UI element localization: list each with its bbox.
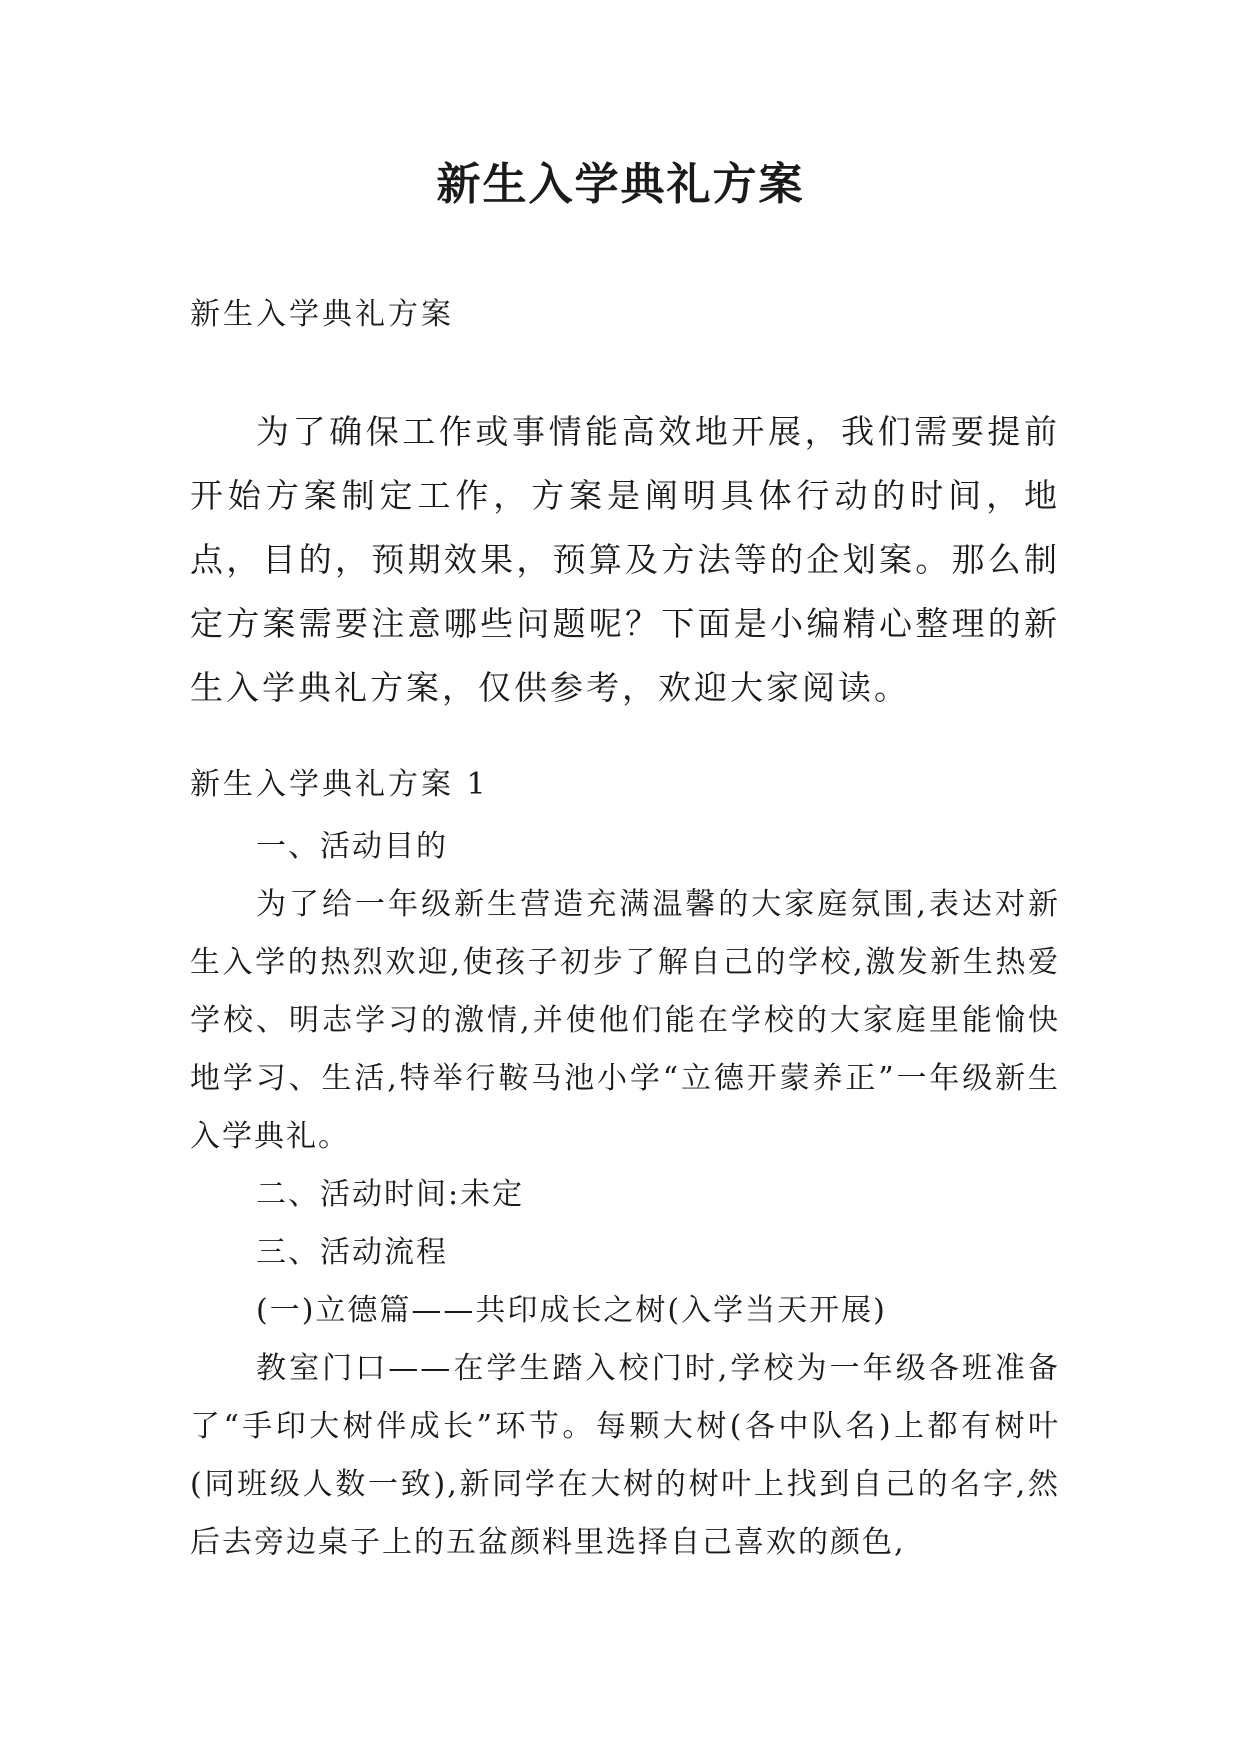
document-subtitle: 新生入学典礼方案 <box>190 297 454 332</box>
heading-activity-purpose: 一、活动目的 <box>256 829 448 864</box>
intro-paragraph: 为了确保工作或事情能高效地开展，我们需要提前开始方案制定工作，方案是阐明具体行动的时间，地点，目的，预期效果，预算及方法等的企划案。那么制定方案需要注意哪些问题呢？下面是小编精心整理的新生入学典礼方案，仅供参考，欢迎大家阅读。 <box>190 412 1060 707</box>
section-title: 新生入学典礼方案 1 <box>190 767 489 802</box>
section-body <box>190 818 1060 1572</box>
heading-activity-process: 三、活动流程 <box>256 1235 448 1270</box>
document-title: 新生入学典礼方案 <box>436 159 805 210</box>
paragraph-activity-purpose: 为了给一年级新生营造充满温馨的大家庭氛围,表达对新生入学的热烈欢迎,使孩子初步了解自己的学校,激发新生热爱学校、明志学习的激情,并使他们能在学校的大家庭里能愉快地学习、生活,特举行鞍马池小学“立德开蒙养正”一年级新生入学典礼。 <box>190 887 1060 1154</box>
heading-activity-time: 二、活动时间:未定 <box>256 1177 525 1212</box>
subheading-lide-chapter: (一)立德篇——共印成长之树(入学当天开展) <box>256 1293 887 1328</box>
paragraph-classroom-door: 教室门口——在学生踏入校门时,学校为一年级各班准备了“手印大树伴成长”环节。每颗大树(各中队名)上都有树叶(同班级人数一致),新同学在大树的树叶上找到自己的名字,然后去旁边桌子上的五盆颜料里选择自己喜欢的颜色, <box>190 1351 1060 1560</box>
